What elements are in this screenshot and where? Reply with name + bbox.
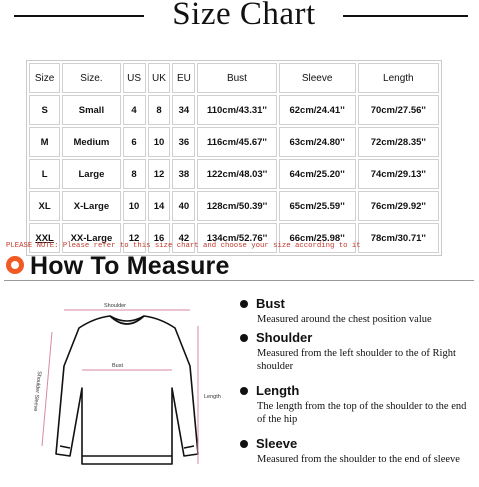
measure-heading: Shoulder <box>256 330 313 345</box>
sweater-outline <box>56 316 198 464</box>
right-cuff-line <box>184 446 194 448</box>
table-cell: 74cm/29.13'' <box>358 159 439 189</box>
measure-lines <box>42 310 198 464</box>
table-cell: Medium <box>62 127 120 157</box>
table-cell: 40 <box>172 191 195 221</box>
bullet-icon <box>240 440 248 448</box>
collar <box>110 316 144 324</box>
table-cell: XL <box>29 191 60 221</box>
table-row <box>29 191 439 221</box>
measure-heading: Bust <box>256 296 285 311</box>
length-label: Length <box>204 394 221 400</box>
table-cell: 62cm/24.41'' <box>279 95 356 125</box>
title-bar <box>0 0 479 34</box>
table-cell: 12 <box>148 159 171 189</box>
table-row <box>29 95 439 125</box>
table-cell: 38 <box>172 159 195 189</box>
table-row <box>29 127 439 157</box>
table-cell: 70cm/27.56'' <box>358 95 439 125</box>
header-cell: Size <box>29 63 60 93</box>
table-cell: S <box>29 95 60 125</box>
table-cell: 10 <box>148 127 171 157</box>
table-cell: 78cm/30.71'' <box>358 223 439 253</box>
sweater-diagram <box>24 296 234 476</box>
table-cell: 72cm/28.35'' <box>358 127 439 157</box>
shoulder-label: Shoulder <box>104 303 127 309</box>
size-chart-table <box>26 60 442 256</box>
sleeve-label: Shoulder Sleeve <box>31 370 42 412</box>
table-cell: 122cm/48.03'' <box>197 159 276 189</box>
measure-description: The length from the top of the shoulder to the end of the hip <box>257 401 467 425</box>
table-row <box>29 159 439 189</box>
size-note: PLEASE NOTE: Please refer to this size chart and choose your size according to it <box>6 242 361 250</box>
header-cell: US <box>123 63 146 93</box>
table-cell: 4 <box>123 95 146 125</box>
table-cell: 14 <box>148 191 171 221</box>
table-cell: X-Large <box>62 191 120 221</box>
measure-heading: Sleeve <box>256 436 298 451</box>
table-cell: Large <box>62 159 120 189</box>
table-cell: 16 <box>148 223 171 253</box>
table-cell: 116cm/45.67'' <box>197 127 276 157</box>
header-cell: Bust <box>197 63 276 93</box>
table-cell: 8 <box>123 159 146 189</box>
table-cell: XXL <box>29 223 60 253</box>
table-cell: 34 <box>172 95 195 125</box>
table-header-row <box>29 63 439 93</box>
target-icon <box>6 256 24 274</box>
header-cell: Size. <box>62 63 120 93</box>
measure-description: Measured from the left shoulder to the of Right shoulder <box>257 348 456 372</box>
header-cell: Sleeve <box>279 63 356 93</box>
table-cell: 12 <box>123 223 146 253</box>
table-cell: 8 <box>148 95 171 125</box>
measure-heading: Length <box>256 383 300 398</box>
table-cell: 6 <box>123 127 146 157</box>
table-cell: 36 <box>172 127 195 157</box>
table-cell: XX-Large <box>62 223 120 253</box>
table-cell: 42 <box>172 223 195 253</box>
table-cell: M <box>29 127 60 157</box>
title-rule-right <box>343 15 468 17</box>
bullet-icon <box>240 387 248 395</box>
table-cell: 76cm/29.92'' <box>358 191 439 221</box>
table-cell: 66cm/25.98'' <box>279 223 356 253</box>
table-cell: 10 <box>123 191 146 221</box>
table-cell: 128cm/50.39'' <box>197 191 276 221</box>
section-divider <box>4 280 474 281</box>
table-cell: 134cm/52.76'' <box>197 223 276 253</box>
bullet-icon <box>240 300 248 308</box>
table-cell: Small <box>62 95 120 125</box>
header-cell: EU <box>172 63 195 93</box>
bullet-icon <box>240 334 248 342</box>
header-cell: Length <box>358 63 439 93</box>
table-cell: 65cm/25.59'' <box>279 191 356 221</box>
measure-description: Measured from the shoulder to the end of sleeve <box>257 454 460 465</box>
table-cell: L <box>29 159 60 189</box>
page-title: Size Chart <box>172 0 316 32</box>
header-cell: UK <box>148 63 171 93</box>
title-rule-left <box>14 15 144 17</box>
measure-description: Measured around the chest position value <box>257 314 432 325</box>
left-cuff-line <box>60 446 70 448</box>
table-cell: 64cm/25.20'' <box>279 159 356 189</box>
table-cell: 110cm/43.31'' <box>197 95 276 125</box>
table-cell: 63cm/24.80'' <box>279 127 356 157</box>
bust-label: Bust <box>112 363 124 369</box>
how-to-measure-title: How To Measure <box>30 252 230 280</box>
